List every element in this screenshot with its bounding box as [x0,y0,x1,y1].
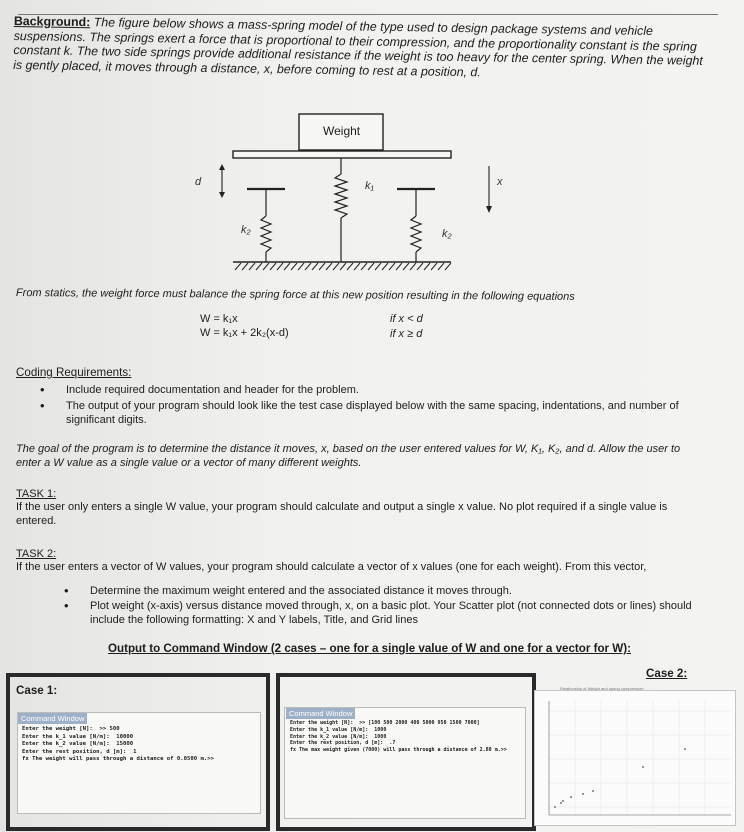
case2-line: fx The max weight given (7000) will pass through a distance of 2.80 m.>> [290,747,507,754]
statics-text: From statics, the weight force must balance the spring force at this new position resulting in the following equations [15,287,575,303]
case1-line: Enter the rest position, d [m]: 1 [22,748,137,755]
task2-bullet-1 [64,583,700,598]
equation-1-condition: if x < d [390,313,423,325]
background-heading: Background: [13,14,91,30]
task1-heading: TASK 1: [16,488,57,500]
case2-plot [534,690,736,826]
case2-window-title: Command Window [286,708,355,719]
task2-bullet-2-text: Plot weight (x-axis) versus distance moved through, x, on a basic plot. Your Scatter plot (not connected dots or lines) should include the following formatting: X and Y labels, Title, and Grid lines [90,600,692,626]
task1-text: If the user only enters a single W value, your program should calculate and output a single x value. No plot required if a single value is entered. [16,501,668,527]
weight-label: Weight [323,124,361,138]
k2-right-label: k₂ [442,228,452,240]
coding-bullet-2 [40,398,706,427]
k1-label: k₁ [365,180,374,192]
case2-label: Case 2: [646,667,688,680]
output-heading: Output to Command Window (2 cases – one for a single value of W and one for a vector for W): [108,642,631,655]
bullet-dot: • [64,583,69,598]
task2-bullet-1-text: Determine the maximum weight entered and the associated distance it moves through. [90,585,512,597]
case2-line: Enter the rest position, d [m]: .7 [290,740,396,747]
task2-bullet-2 [64,598,700,627]
coding-bullet-2-text: The output of your program should look like the test case displayed below with the same spacing, indentations, and number of significant digits. [66,400,679,426]
case1-line: fx The weight will pass through a distance of 0.0500 m.>> [22,756,214,763]
coding-heading: Coding Requirements: [16,366,132,379]
case2-plot-graphic [535,691,735,825]
equation-1: W = k₁x [200,313,238,325]
case1-line: Enter the k_2 value [N/m]: 15000 [22,741,134,748]
coding-bullet-1 [40,382,706,397]
equation-2: W = k₁x + 2k₂(x-d) [200,327,289,339]
case2-output [290,720,507,754]
case1-output [22,726,214,764]
background-paragraph [13,14,714,83]
case1-label: Case 1: [16,684,58,697]
case2-line: Enter the k_1 value [N/m]: 1000 [290,726,387,733]
task2-heading: TASK 2: [16,548,57,560]
equation-2-condition: if x ≥ d [390,328,423,340]
mass-spring-diagram [185,112,525,277]
case2-plot-title: Relationship of Weight and spring compression [560,686,644,691]
bullet-dot: • [40,398,45,413]
case1-line: Enter the weight [N]: >> 500 [22,726,120,732]
task2-text: If the user enters a vector of W values, your program should calculate a vector of x values (one for each weight). From this vector, [16,561,647,573]
case1-window-title: Command Window [18,713,87,724]
goal-paragraph: The goal of the program is to determine the distance it moves, x, based on the user entered values for W, K₁, K₂, and d. Allow the user to enter a W value as a single value or a vector of many different weights. [16,443,681,469]
case1-line: Enter the k_1 value [N/m]: 10000 [22,733,134,740]
d-label: d [195,176,202,188]
coding-bullet-1-text: Include required documentation and header for the problem. [66,384,359,396]
case2-line: Enter the weight [N]: >> [100 500 2000 400 5000 950 1500 7000] [290,720,480,726]
bullet-dot: • [64,598,69,613]
case2-line: Enter the k_2 value [N/m]: 1000 [290,733,387,740]
k2-left-label: k₂ [241,224,251,236]
x-label: x [497,176,503,188]
bullet-dot: • [40,382,45,397]
background-text: The figure below shows a mass-spring model of the type used to design package systems and vehicle suspensions. The springs exert a force that is proportional to their compression, and the proportionality constant is the spring constant k. The two side springs provide additional resistance if the weight is too heavy for the center spring. When the weight is gently placed, it moves through a distance, x, before coming to rest at a position, d. [13,15,703,79]
